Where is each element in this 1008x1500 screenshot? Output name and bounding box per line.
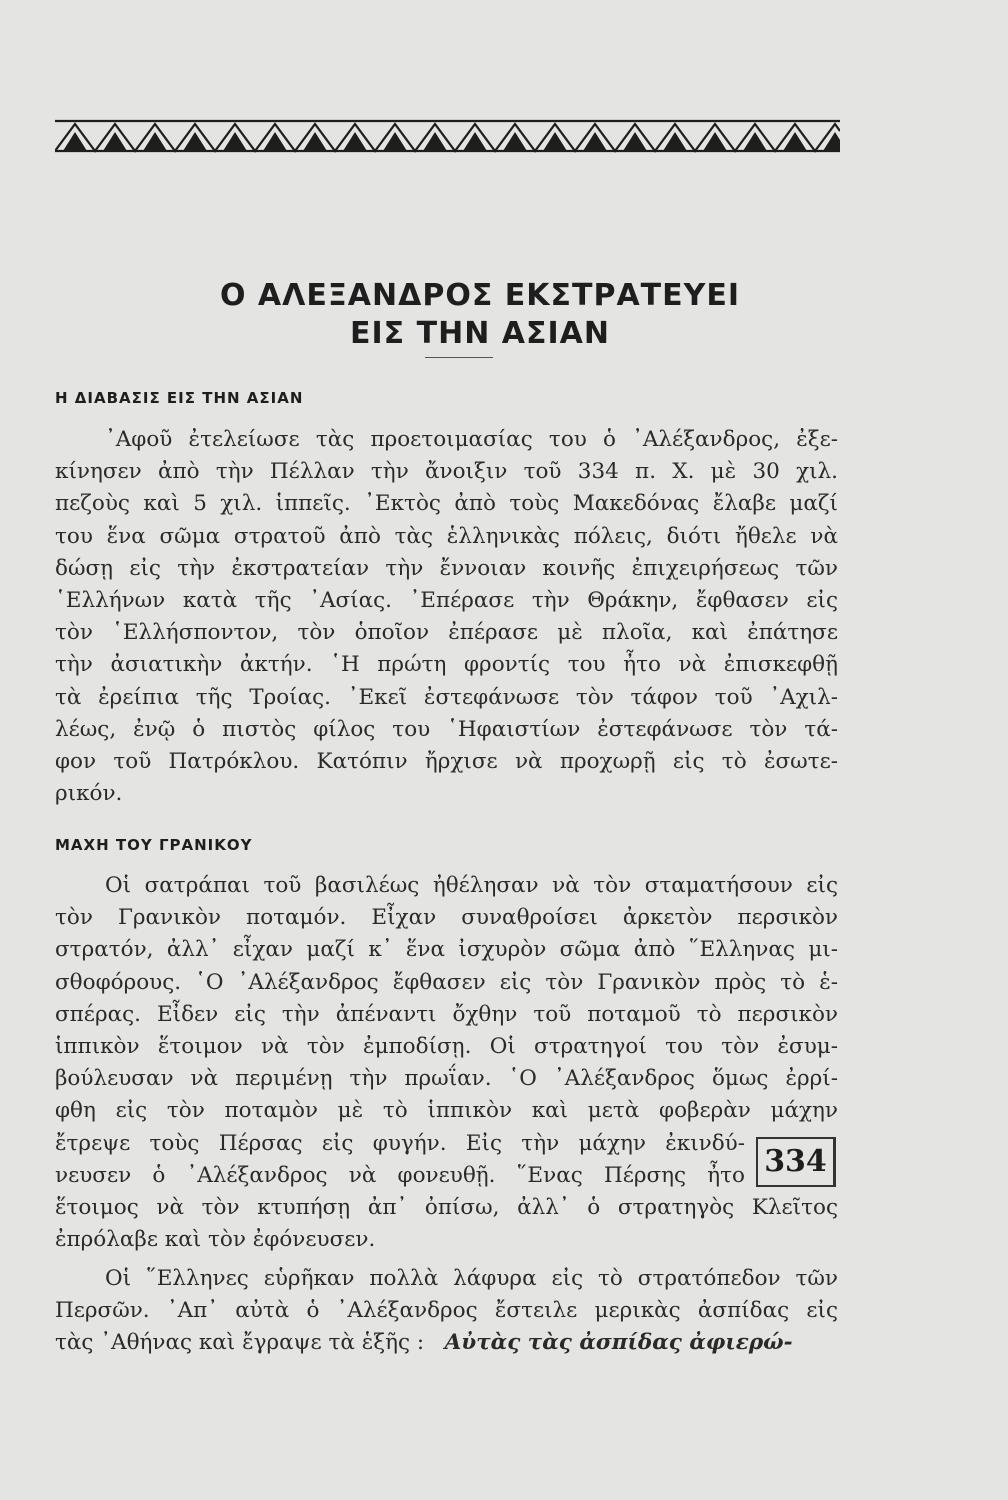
text-line: νευσεν ὁ ᾿Αλέξανδρος νὰ φονευθῇ. ῞Ενας Πέρσης ἦτο (55, 1162, 745, 1188)
text-line: ἕτοιμος νὰ τὸν κτυπήσῃ ἀπ᾿ ὀπίσω, ἀλλ᾿ ὁ στρατηγὸς Κλεῖτος (55, 1195, 838, 1221)
title-divider (425, 357, 493, 358)
chapter-title-line-1: Ο ΑΛΕΞΑΝΔΡΟΣ ΕΚΣΤΡΑΤΕΥΕΙ (219, 278, 741, 313)
text-line: τὸν Γρανικὸν ποταμόν. Εἶχαν συναθροίσει ἀρκετὸν περσικὸν (55, 905, 838, 931)
text-line: κίνησεν ἀπὸ τὴν Πέλλαν τὴν ἄνοιξιν τοῦ 334 π. Χ. μὲ 30 χιλ. (55, 459, 838, 485)
text-line: λέως, ἐνῷ ὁ πιστὸς φίλος του ῾Ηφαιστίων ἐστεφάνωσε τὸν τά- (55, 716, 838, 742)
margin-date-box: 334 (756, 1137, 836, 1187)
text-line: ᾿Αφοῦ ἐτελείωσε τὰς προετοιμασίας του ὁ ᾿Αλέξανδρος, ἐξε- (105, 427, 838, 452)
text-line: σθοφόρους. ῾Ο ᾿Αλέξανδρος ἔφθασεν εἰς τὸν Γρανικὸν πρὸς τὸ ἑ- (55, 969, 838, 995)
text-line: Οἱ σατράπαι τοῦ βασιλέως ἠθέλησαν νὰ τὸν σταματήσουν εἰς (105, 873, 838, 898)
italic-quote-segment: Αὐτὰς τὰς ἀσπίδας ἀφιερώ- (444, 1330, 793, 1356)
text-line: Περσῶν. ᾿Απ᾿ αὐτὰ ὁ ᾿Αλέξανδρος ἔστειλε μερικὰς ἀσπίδας εἰς (55, 1298, 838, 1324)
text-line: τὴν ἀσιατικὴν ἀκτήν. ῾Η πρώτη φροντίς του ἦτο νὰ ἐπισκεφθῇ (55, 652, 838, 678)
text-line: τὰ ἐρείπια τῆς Τροίας. ᾿Εκεῖ ἐστεφάνωσε τὸν τάφον τοῦ ᾿Αχιλ- (55, 684, 838, 710)
text-line-with-italic (55, 1327, 838, 1359)
text-line: ἱππικὸν ἕτοιμον νὰ τὸν ἐμποδίσῃ. Οἱ στρατηγοί του τὸν ἐσυμ- (55, 1034, 838, 1060)
text-line: βούλευσαν νὰ περιμένῃ τὴν πρωΐαν. ῾Ο ᾿Αλέξανδρος ὅμως ἐρρί- (55, 1066, 838, 1092)
text-line: ἐπρόλαβε καὶ τὸν ἐφόνευσεν. (55, 1227, 376, 1253)
section-heading-granicus: ΜΑΧΗ ΤΟΥ ΓΡΑΝΙΚΟΥ (55, 836, 253, 854)
chapter-title-line-2: ΕΙΣ ΤΗΝ ΑΣΙΑΝ (350, 316, 610, 351)
text-line: ρικόν. (55, 781, 123, 807)
text-line: φθη εἰς τὸν ποταμὸν μὲ τὸ ἱππικὸν καὶ μετὰ φοβερὰν μάχην (55, 1098, 838, 1124)
paragraph-crossing (55, 424, 838, 810)
text-segment: τὰς ᾿Αθήνας καὶ ἔγραψε τὰ ἑξῆς : (55, 1330, 425, 1356)
text-line: του ἕνα σῶμα στρατοῦ ἀπὸ τὰς ἑλληνικὰς πόλεις, διότι ἤθελε νὰ (55, 523, 838, 549)
greek-key-ornament-icon (55, 118, 840, 154)
text-line: ῾Ελλήνων κατὰ τῆς ᾿Ασίας. ᾿Επέρασε τὴν Θράκην, ἔφθασεν εἰς (55, 588, 838, 614)
text-line: ἔτρεψε τοὺς Πέρσας εἰς φυγήν. Εἰς τὴν μάχην ἐκινδύ- (55, 1130, 745, 1156)
text-line: τὸν ῾Ελλήσποντον, τὸν ὁποῖον ἐπέρασε μὲ πλοῖα, καὶ ἐπάτησε (55, 620, 838, 646)
text-line: δώσῃ εἰς τὴν ἐκστρατείαν τὴν ἔννοιαν κοινῆς ἐπιχειρήσεως τῶν (55, 555, 838, 581)
paragraph-spoils (55, 1263, 838, 1360)
paragraph-granicus (55, 870, 838, 1256)
text-line: στρατόν, ἀλλ᾿ εἶχαν μαζί κ᾿ ἕνα ἰσχυρὸν σῶμα ἀπὸ ῞Ελληνας μι- (55, 937, 838, 963)
text-line: πεζοὺς καὶ 5 χιλ. ἱππεῖς. ᾿Εκτὸς ἀπὸ τοὺς Μακεδόνας ἔλαβε μαζί (55, 491, 838, 517)
text-line: σπέρας. Εἶδεν εἰς τὴν ἀπέναντι ὄχθην τοῦ ποταμοῦ τὸ περσικὸν (55, 1001, 838, 1027)
section-heading-crossing: Η ΔΙΑΒΑΣΙΣ ΕΙΣ ΤΗΝ ΑΣΙΑΝ (55, 389, 304, 407)
text-line: φον τοῦ Πατρόκλου. Κατόπιν ἤρχισε νὰ προχωρῇ εἰς τὸ ἐσωτε- (55, 749, 838, 775)
text-line: Οἱ ῞Ελληνες εὑρῆκαν πολλὰ λάφυρα εἰς τὸ στρατόπεδον τῶν (105, 1266, 838, 1291)
